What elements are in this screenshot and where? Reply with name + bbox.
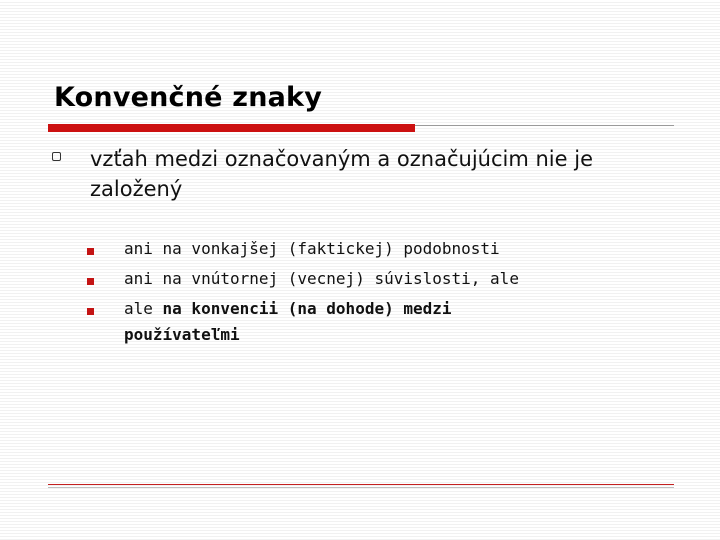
footer-rule-red [48, 484, 674, 485]
filled-square-bullet-icon [87, 278, 94, 285]
filled-square-bullet-icon [87, 308, 94, 315]
title-underline-red [48, 124, 415, 132]
sub-point-3-bold: na konvencii (na dohode) medzi používateľmi [124, 299, 452, 344]
sub-point-2: ani na vnútornej (vecnej) súvislosti, ale [124, 269, 519, 288]
main-point-text: vzťah medzi označovaným a označujúcim nie je založený [90, 147, 593, 201]
footer-rule-gray [48, 487, 674, 488]
filled-square-bullet-icon [87, 248, 94, 255]
hollow-square-bullet-icon [52, 152, 61, 161]
sub-point-1: ani na vonkajšej (faktickej) podobnosti [124, 239, 500, 258]
slide-title: Konvenčné znaky [54, 82, 323, 113]
sub-point-3-prefix: ale [124, 299, 163, 318]
sub-point-3 [124, 296, 544, 348]
